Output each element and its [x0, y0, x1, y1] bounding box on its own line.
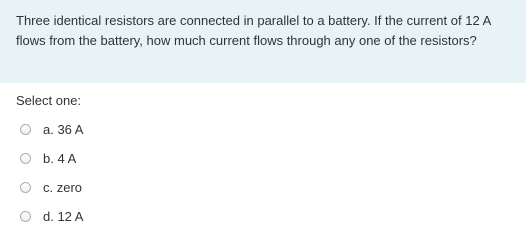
answer-option-b[interactable]: [20, 144, 83, 173]
question-text: Three identical resistors are connected in parallel to a battery. If the current of 12 A flows from the battery, how much current flows through any one of the resistors?: [16, 13, 491, 48]
answer-options: [20, 115, 83, 231]
answer-label-c: c. zero: [43, 180, 83, 195]
answer-label-b: b. 4 A: [43, 151, 77, 166]
select-one-label: Select one:: [16, 93, 82, 108]
question-box: [0, 0, 526, 83]
radio-button-b[interactable]: [20, 153, 31, 164]
radio-button-c[interactable]: [20, 182, 31, 193]
answer-option-a[interactable]: [20, 115, 83, 144]
radio-button-a[interactable]: [20, 124, 31, 135]
answer-option-d[interactable]: [20, 202, 83, 231]
answer-label-d: d. 12 A: [43, 209, 84, 224]
answer-label-a: a. 36 A: [43, 122, 84, 137]
radio-button-d[interactable]: [20, 211, 31, 222]
answer-option-c[interactable]: [20, 173, 83, 202]
